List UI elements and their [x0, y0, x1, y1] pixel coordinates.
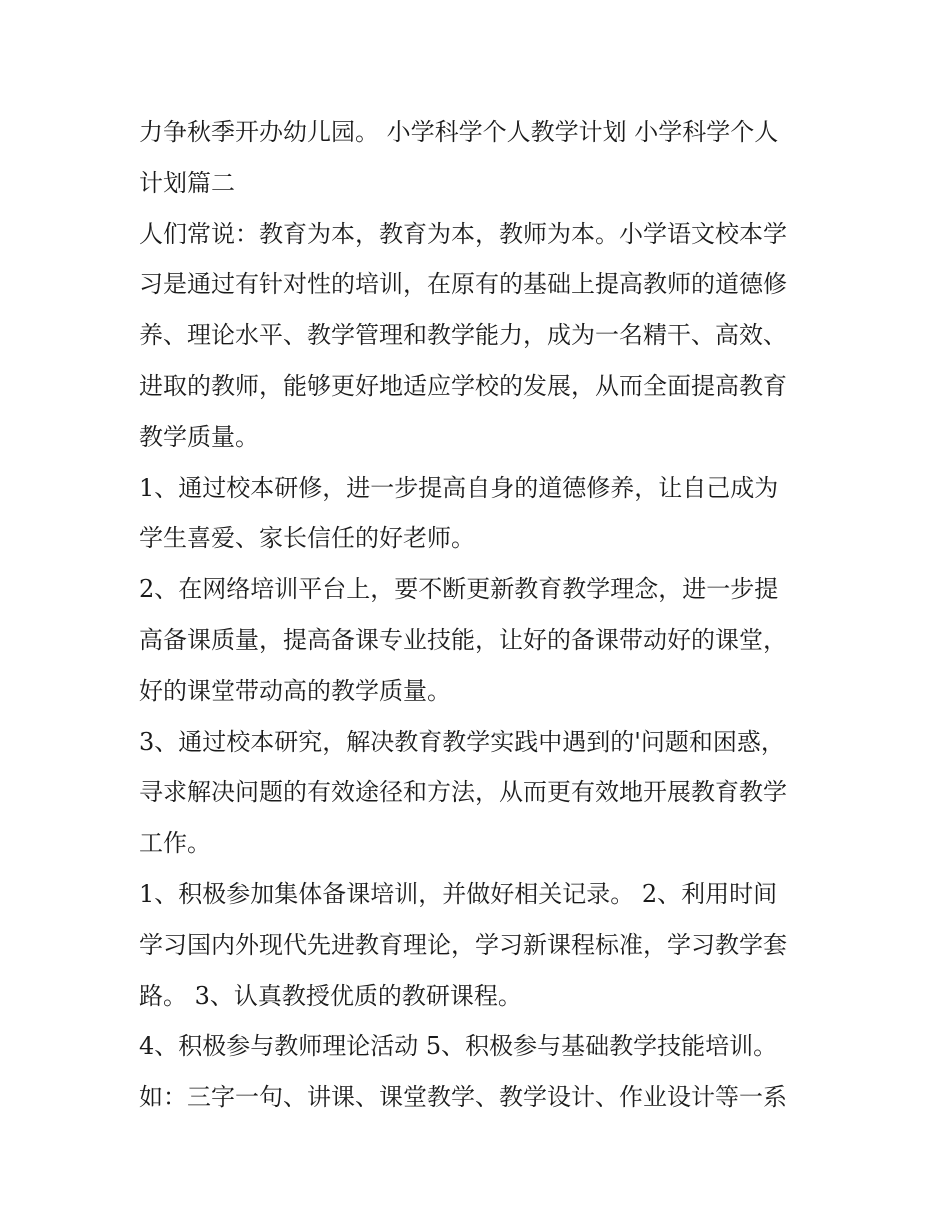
- paragraph-measures-1: 1、积极参加集体备课培训，并做好相关记录。 2、利用时间 学习国内外现代先进教育理论，学习新课程标准，学习教学套 路。 3、认真教授优质的教研课程。: [139, 879, 787, 1010]
- paragraph-overview: 人们常说：教育为本，教育为本，教师为本。小学语文校本学 习是通过有针对性的培训，在原有的基础上提高教师的道德修 养、理论水平、教学管理和教学能力，成为一名精干、高效、 进取的教师，能够更好地适应学校的发展，从而全面提高教育 教学质量。: [139, 219, 787, 451]
- paragraph-measures-2: 4、积极参与教师理论活动 5、积极参与基础教学技能培训。 如：三字一句、讲课、课堂教学、教学设计、作业设计等一系: [139, 1032, 787, 1112]
- paragraph-goal-1: 1、通过校本研修，进一步提高自身的道德修养，让自己成为 学生喜爱、家长信任的好老师。: [139, 473, 779, 553]
- paragraph-goal-2: 2、在网络培训平台上，要不断更新教育教学理念，进一步提 高备课质量，提高备课专业技能，让好的备课带动好的课堂， 好的课堂带动高的教学质量。: [139, 575, 787, 705]
- paragraph-intro-title: 力争秋季开办幼儿园。 小学科学个人教学计划 小学科学个人 计划篇二: [139, 118, 779, 197]
- document-body: [139, 107, 819, 1123]
- paragraph-goal-3: 3、通过校本研究，解决教育教学实践中遇到的'问题和困惑， 寻求解决问题的有效途径和方法，从而更有效地开展教育教学 工作。: [139, 727, 787, 858]
